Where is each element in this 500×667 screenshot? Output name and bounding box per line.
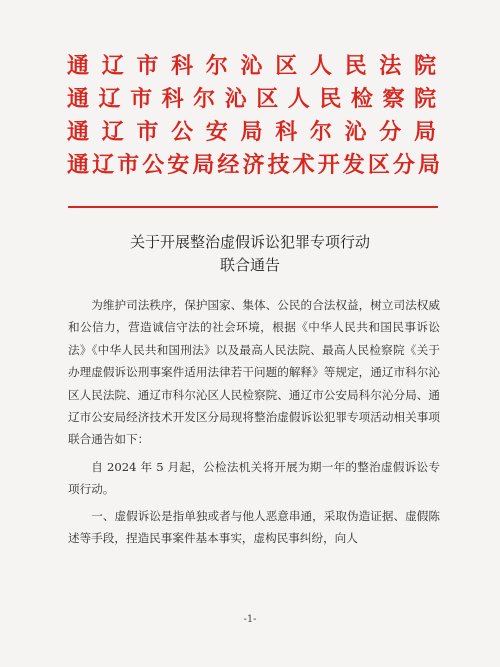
document-title: 关于开展整治虚假诉讼犯罪专项行动 bbox=[129, 233, 370, 251]
document-body bbox=[68, 294, 440, 554]
body-paragraph: 一、虚假诉讼是指单独或者与他人恶意串通，采取伪造证据、虚假陈述等手段，捏造民事案件基本事实，虚构民事纠纷，向人 bbox=[68, 508, 440, 546]
red-divider-line bbox=[68, 206, 438, 208]
agency-line-police-devzone: 通辽市公安局经济技术开发区分局 bbox=[67, 153, 440, 178]
document-subtitle: 联合通告 bbox=[219, 256, 280, 274]
agency-line-police-horqin: 通辽市公安局科尔沁分局 bbox=[67, 120, 436, 145]
body-paragraph: 自 2024 年 5 月起，公检法机关将开展为期一年的整治虚假诉讼专项行动。 bbox=[68, 459, 440, 497]
page-number: -1- bbox=[243, 614, 257, 625]
agency-line-procuratorate: 通辽市科尔沁区人民检察院 bbox=[67, 87, 436, 112]
issuing-agencies-header bbox=[0, 50, 500, 182]
body-paragraph: 为维护司法秩序，保护国家、集体、公民的合法权益，树立司法权威和公信力，营造诚信守法的社会环境，根据《中华人民共和国民事诉讼法》《中华人民共和国刑法》以及最高人民法院、最高人民检察院《关于办理虚假诉讼刑事案件适用法律若干问题的解释》等规定，通辽市科尔沁区人民法院、通辽市科尔沁区人民检察院、通辽市公安局科尔沁分局、通辽市公安局经济技术开发区分局现将整治虚假诉讼犯罪专项活动相关事项联合通告如下： bbox=[68, 298, 440, 447]
agency-line-court: 通辽市科尔沁区人民法院 bbox=[67, 54, 436, 79]
